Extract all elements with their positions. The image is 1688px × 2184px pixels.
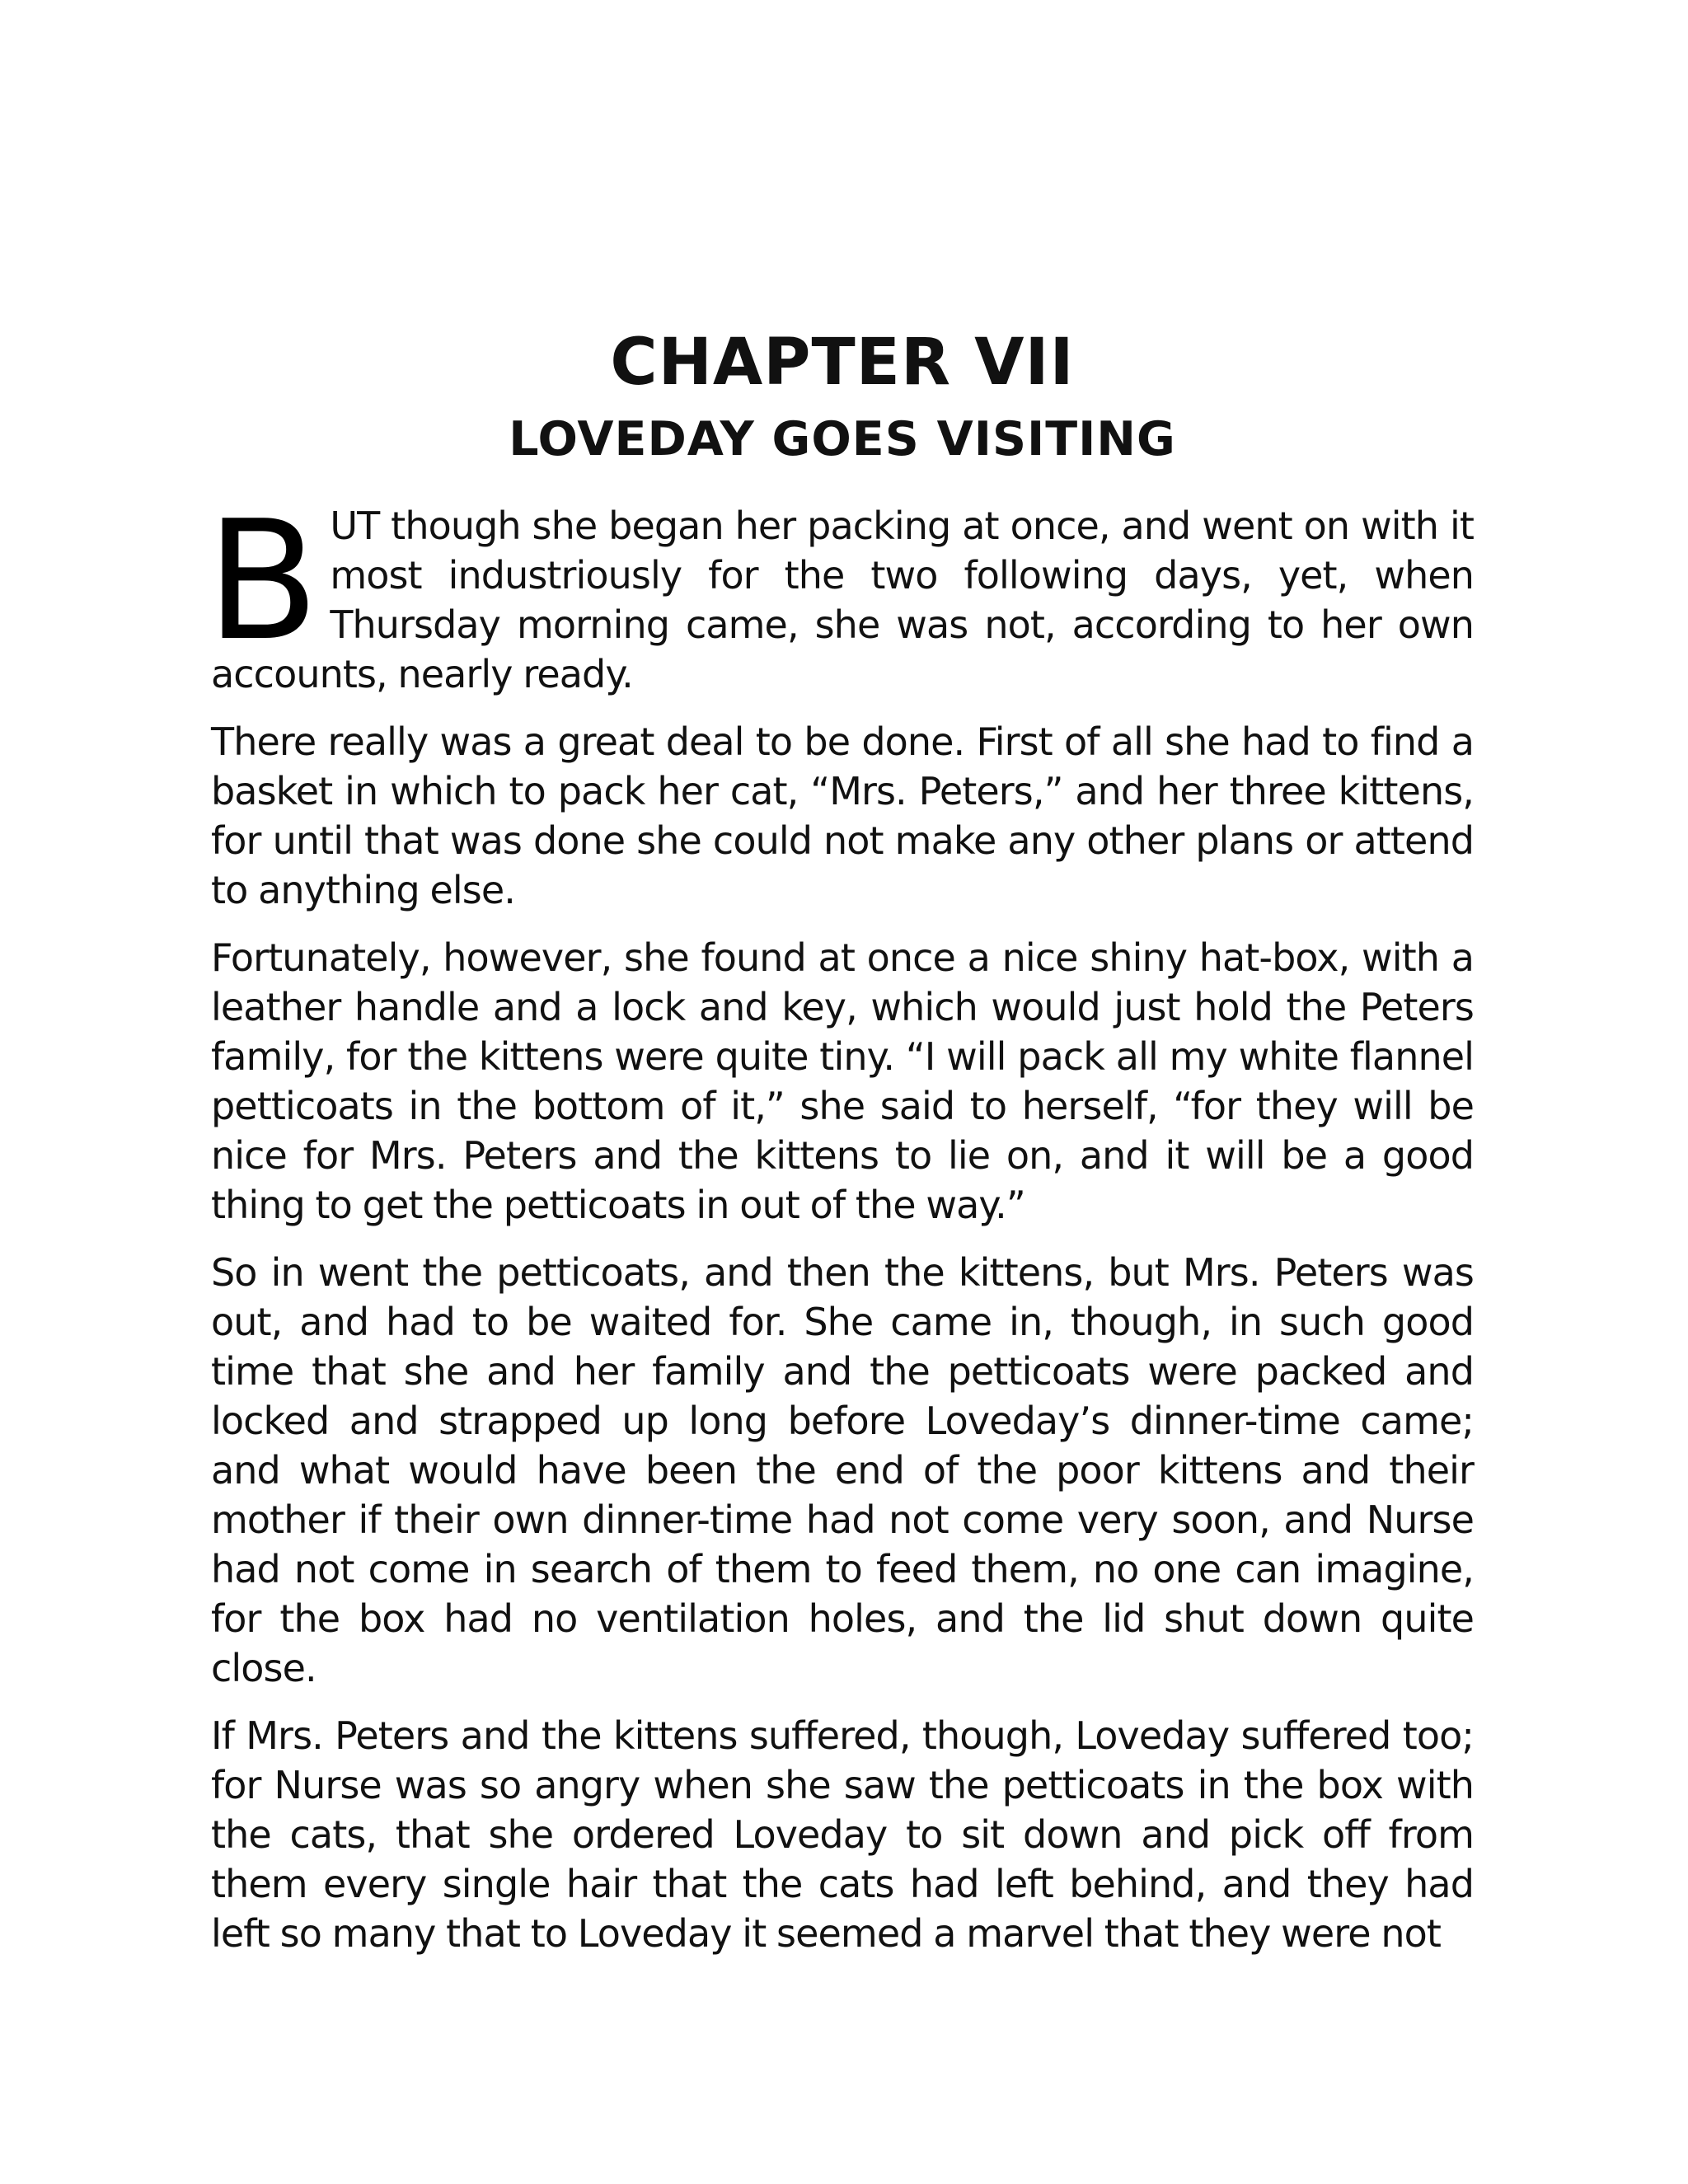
chapter-number: CHAPTER VII (610, 326, 1075, 400)
paragraph-1-text: UT though she began her packing at once, and went on with it most industriously for the two following days, yet, when Thursday morning came, she was not, according to her own accounts, nearly ready. (211, 504, 1474, 696)
paragraph-2: There really was a great deal to be done. First of all she had to find a basket in which to pack her cat, “Mrs. Peters,” and her three kittens, for until that was done she could not make any other plans or attend to anything else. (211, 719, 1474, 912)
drop-cap: B (206, 485, 319, 677)
paragraph-4: So in went the petticoats, and then the kittens, but Mrs. Peters was out, and had to be waited for. She came in, though, in such good time that she and her family and the petticoats were packed and locked and strapped up long before Loveday’s dinner-time came; and what would have been the end of the poor kittens and their mother if their own dinner-time had not come very soon, and Nurse had not come in search of them to feed them, no one can imagine, for the box had no ventilation holes, and the lid shut down quite close. (211, 1250, 1474, 1690)
paragraph-1 (206, 485, 1474, 699)
book-page (206, 321, 1474, 1976)
paragraph-5: If Mrs. Peters and the kittens suffered, though, Loveday suffered too; for Nurse was so angry when she saw the petticoats in the box with the cats, that she ordered Loveday to sit down and pick off from them every single hair that the cats had left behind, and they had left so many that to Loveday it seemed a marvel that they were not (211, 1713, 1474, 1956)
paragraph-3: Fortunately, however, she found at once a nice shiny hat-box, with a leather handle and a lock and key, which would just hold the Peters family, for the kittens were quite tiny. “I will pack all my white flannel petticoats in the bottom of it,” she said to herself, “for they will be nice for Mrs. Peters and the kittens to lie on, and it will be a good thing to get the petticoats in out of the way.” (211, 935, 1474, 1227)
chapter-title: LOVEDAY GOES VISITING (509, 412, 1176, 466)
